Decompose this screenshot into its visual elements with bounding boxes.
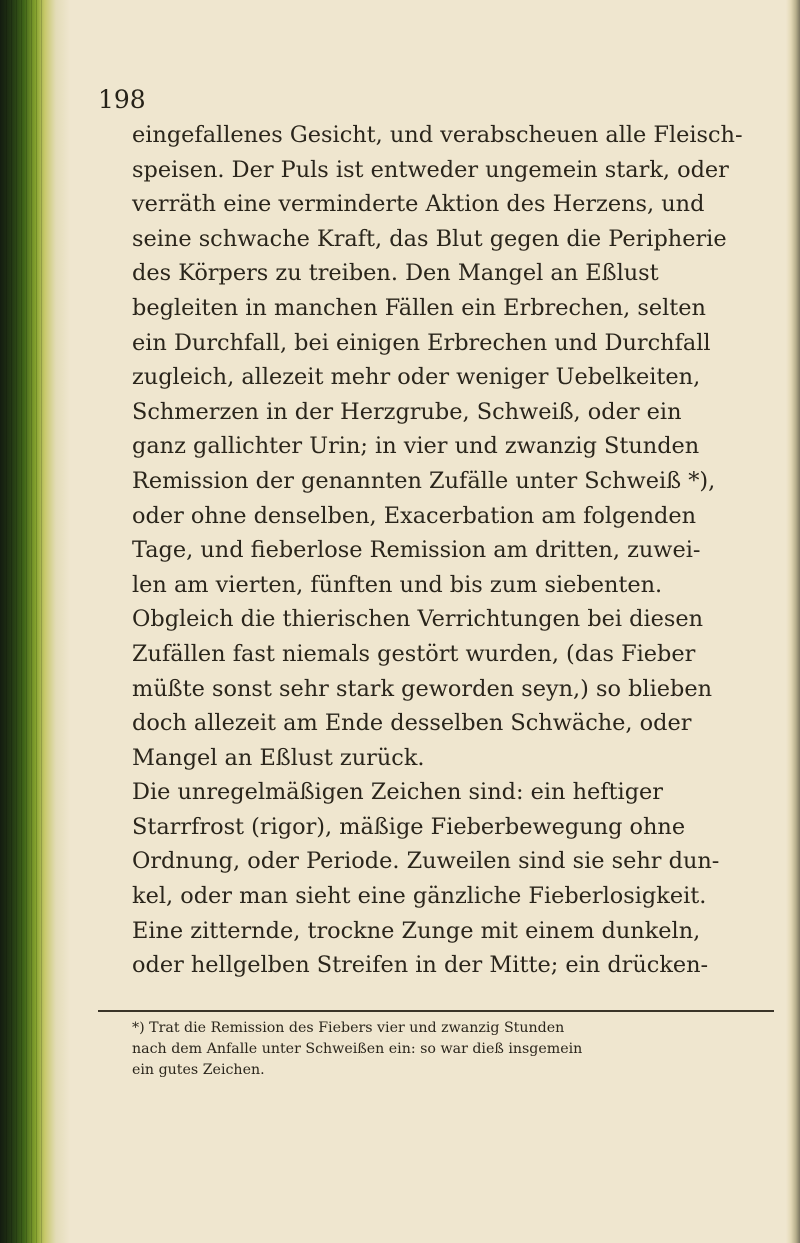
text-line: Remission der genannten Zufälle unter Schweiß *), (132, 467, 716, 494)
text-line: eingefallenes Gesicht, und verabscheuen alle Fleisch- (132, 122, 743, 148)
footnote-line: ein gutes Zeichen. (132, 1061, 265, 1078)
text-line: müßte sonst sehr stark geworden seyn,) so blieben (132, 675, 713, 702)
text-line: kel, oder man sieht eine gänzliche Fieberlosigkeit. (132, 883, 707, 910)
spine-binding-texture (6, 0, 44, 1243)
footnote (132, 1018, 782, 1080)
footnote-line: nach dem Anfalle unter Schweißen ein: so war dieß insgemein (132, 1040, 583, 1057)
text-line: seine schwache Kraft, das Blut gegen die Peripherie (132, 225, 727, 252)
page-number: 198 (98, 85, 146, 114)
text-line: verräth eine verminderte Aktion des Herzens, und (132, 191, 705, 218)
footnote-line: *) Trat die Remission des Fiebers vier und zwanzig Stunden (132, 1020, 565, 1036)
page-edge-shadow (786, 0, 800, 1243)
text-line: oder hellgelben Streifen in der Mitte; ein drücken- (132, 952, 709, 979)
text-line: ganz gallichter Urin; in vier und zwanzig Stunden (132, 433, 700, 460)
text-line: Schmerzen in der Herzgrube, Schweiß, oder ein (132, 398, 682, 425)
text-line: speisen. Der Puls ist entweder ungemein stark, oder (132, 156, 729, 183)
text-line: ein Durchfall, bei einigen Erbrechen und Durchfall (132, 329, 711, 356)
text-line: Die unregelmäßigen Zeichen sind: ein heftiger (132, 779, 663, 806)
book-spine (0, 0, 70, 1243)
text-line: Starrfrost (rigor), mäßige Fieberbewegung ohne (132, 813, 686, 840)
text-line: Ordnung, oder Periode. Zuweilen sind sie sehr dun- (132, 848, 720, 875)
text-line: Tage, und fieberlose Remission am dritten, zuwei- (132, 537, 701, 564)
body-text (132, 118, 782, 983)
text-line: len am vierten, fünften und bis zum siebenten. (132, 571, 663, 598)
text-line: begleiten in manchen Fällen ein Erbrechen, selten (132, 294, 706, 321)
footnote-divider (98, 1010, 774, 1012)
text-line: des Körpers zu treiben. Den Mangel an Eßlust (132, 260, 659, 287)
text-line: Mangel an Eßlust zurück. (132, 744, 425, 771)
text-line: Obgleich die thierischen Verrichtungen bei diesen (132, 606, 704, 633)
text-line: doch allezeit am Ende desselben Schwäche, oder (132, 710, 692, 737)
text-line: oder ohne denselben, Exacerbation am folgenden (132, 502, 697, 529)
text-line: Zufällen fast niemals gestört wurden, (das Fieber (132, 640, 696, 667)
text-line: zugleich, allezeit mehr oder weniger Uebelkeiten, (132, 364, 701, 391)
text-line: Eine zitternde, trockne Zunge mit einem dunkeln, (132, 917, 701, 944)
